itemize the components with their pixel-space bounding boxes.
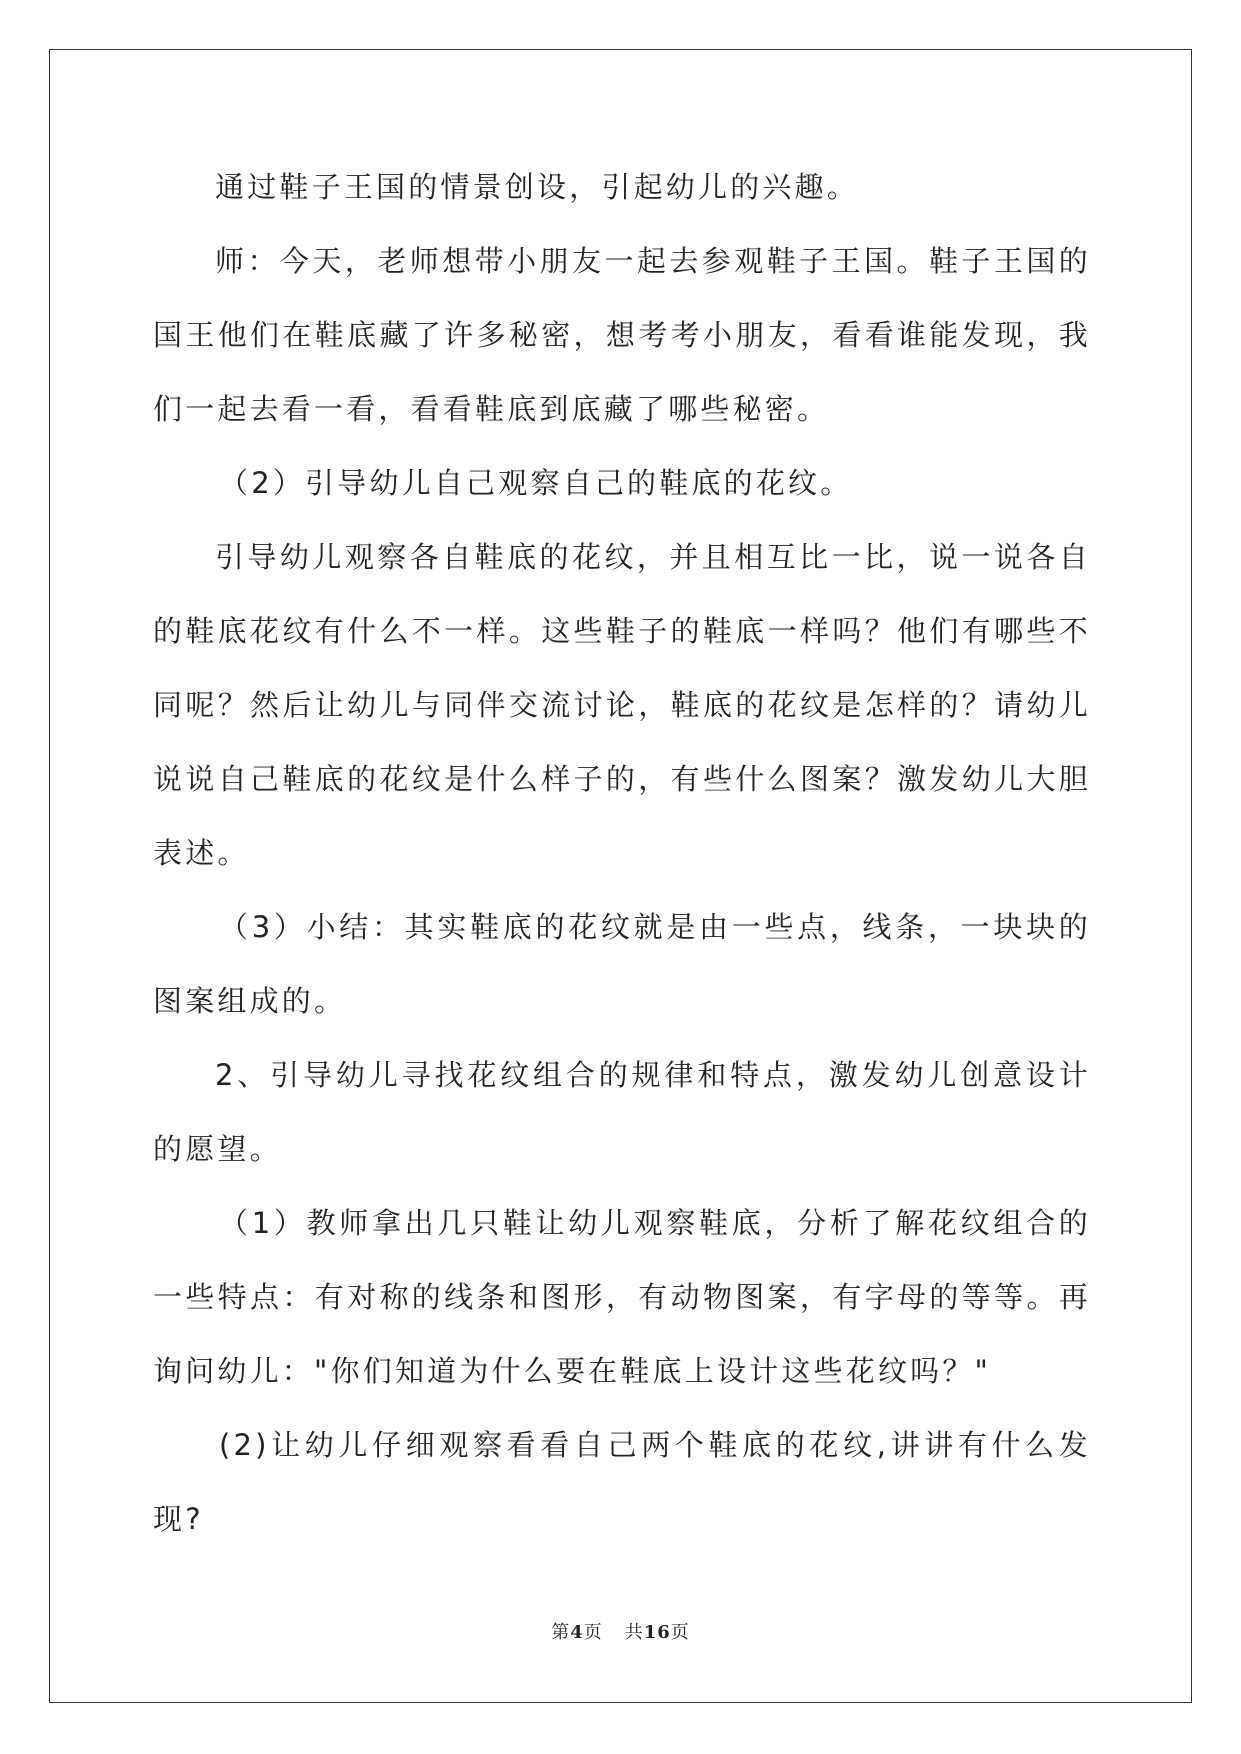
total-pages-suffix: 页 [670, 1622, 690, 1643]
page-number-suffix: 页 [583, 1622, 603, 1643]
paragraph-teacher-speech: 师：今天，老师想带小朋友一起去参观鞋子王国。鞋子王国的国王他们在鞋底藏了许多秘密，想考考小朋友，看看谁能发现，我们一起去看一看，看看鞋底到底藏了哪些秘密。 [153, 244, 1091, 426]
paragraph-observe-details: 引导幼儿观察各自鞋底的花纹，并且相互比一比，说一说各自的鞋底花纹有什么不一样。这些鞋子的鞋底一样吗？他们有哪些不同呢？然后让幼儿与同伴交流讨论，鞋底的花纹是怎样的？请幼儿说说自己鞋底的花纹是什么样子的，有些什么图案？激发幼儿大胆表述。 [153, 540, 1091, 870]
page-footer [0, 1618, 1241, 1644]
page-number-prefix: 第 [551, 1622, 571, 1643]
total-pages-prefix: 共 [624, 1622, 644, 1643]
paragraph-section-2-heading: 2、引导幼儿寻找花纹组合的规律和特点，激发幼儿创意设计的愿望。 [153, 1058, 1091, 1166]
page-number: 4 [570, 1622, 584, 1643]
document-body [153, 150, 1091, 1556]
paragraph-step-2-compare: (2)让幼儿仔细观察看看自己两个鞋底的花纹,讲讲有什么发现? [153, 1428, 1091, 1536]
paragraph-scenario-intro: 通过鞋子王国的情景创设，引起幼儿的兴趣。 [215, 170, 860, 204]
paragraph-step-2-observe: （2）引导幼儿自己观察自己的鞋底的花纹。 [219, 466, 853, 500]
total-pages-number: 16 [643, 1622, 671, 1643]
paragraph-step-1-teacher-shoes: （1）教师拿出几只鞋让幼儿观察鞋底，分析了解花纹组合的一些特点：有对称的线条和图形，有动物图案，有字母的等等。再询问幼儿："你们知道为什么要在鞋底上设计这些花纹吗？" [153, 1206, 1091, 1388]
paragraph-step-3-summary: （3）小结：其实鞋底的花纹就是由一些点，线条，一块块的图案组成的。 [153, 910, 1091, 1018]
